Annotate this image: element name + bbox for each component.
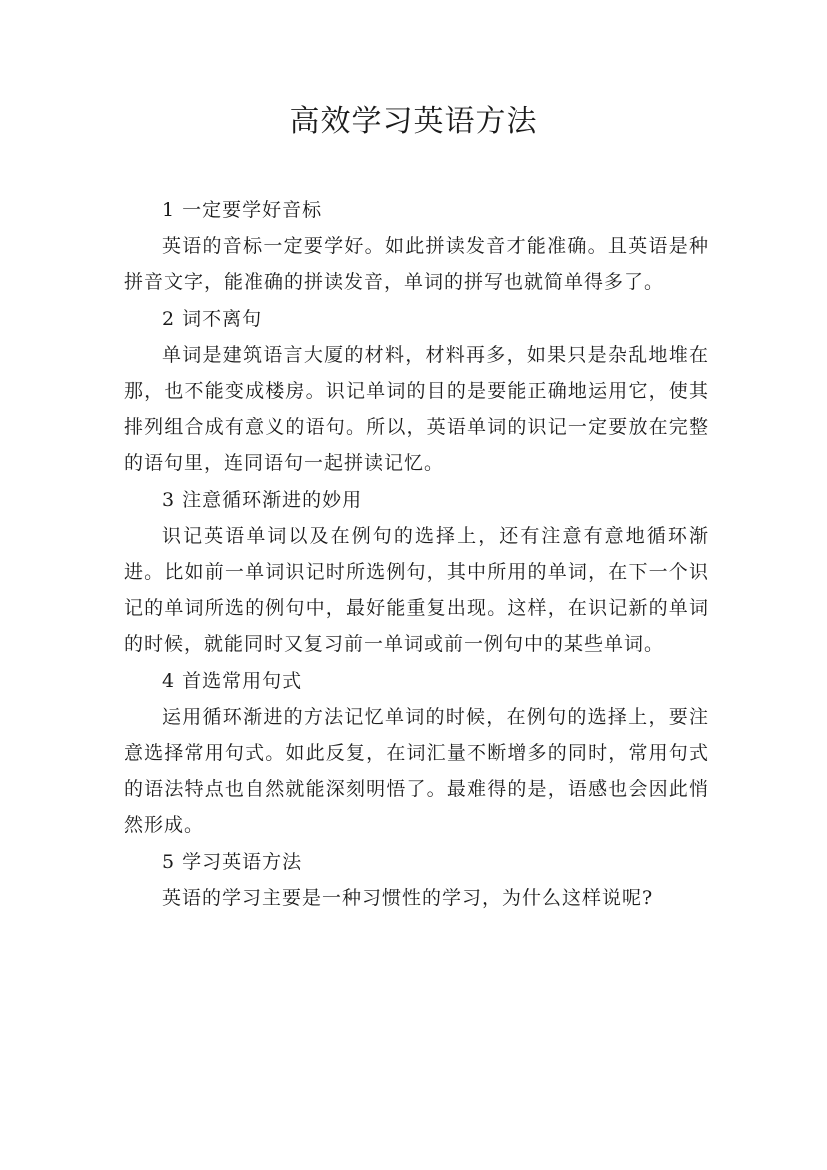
section-heading: 5 学习英语方法 [162, 850, 303, 873]
document-title: 高效学习英语方法 [289, 104, 538, 139]
section-heading: 1 一定要学好音标 [162, 199, 323, 221]
section-paragraph: 运用循环渐进的方法记忆单词的时候，在例句的选择上，要注意选择常用句式。如此反复，在词汇量不断增多的同时，常用句式的语法特点也自然就能深刻明悟了。最难得的是，语感也会因此悄然形成。 [124, 705, 709, 837]
section-paragraph: 英语的学习主要是一种习惯性的学习，为什么这样说呢? [162, 886, 654, 909]
section-paragraph: 识记英语单词以及在例句的选择上，还有注意有意地循环渐进。比如前一单词识记时所选例句，其中所用的单词，在下一个识记的单词所选的例句中，最好能重复出现。这样，在识记新的单词的时候，就能同时又复习前一单词或前一例句中的某些单词。 [124, 524, 709, 656]
section-heading: 2 词不离句 [162, 307, 263, 330]
document-body [124, 192, 709, 916]
section-paragraph: 单词是建筑语言大厦的材料，材料再多，如果只是杂乱地堆在那，也不能变成楼房。识记单词的目的是要能正确地运用它，使其排列组合成有意义的语句。所以，英语单词的识记一定要放在完整的语句里，连同语句一起拼读记忆。 [124, 343, 709, 475]
section-paragraph: 英语的音标一定要学好。如此拼读发音才能准确。且英语是种拼音文字，能准确的拼读发音，单词的拼写也就简单得多了。 [124, 235, 709, 294]
section-heading: 3 注意循环渐进的妙用 [162, 488, 363, 511]
section-heading: 4 首选常用句式 [162, 669, 303, 692]
